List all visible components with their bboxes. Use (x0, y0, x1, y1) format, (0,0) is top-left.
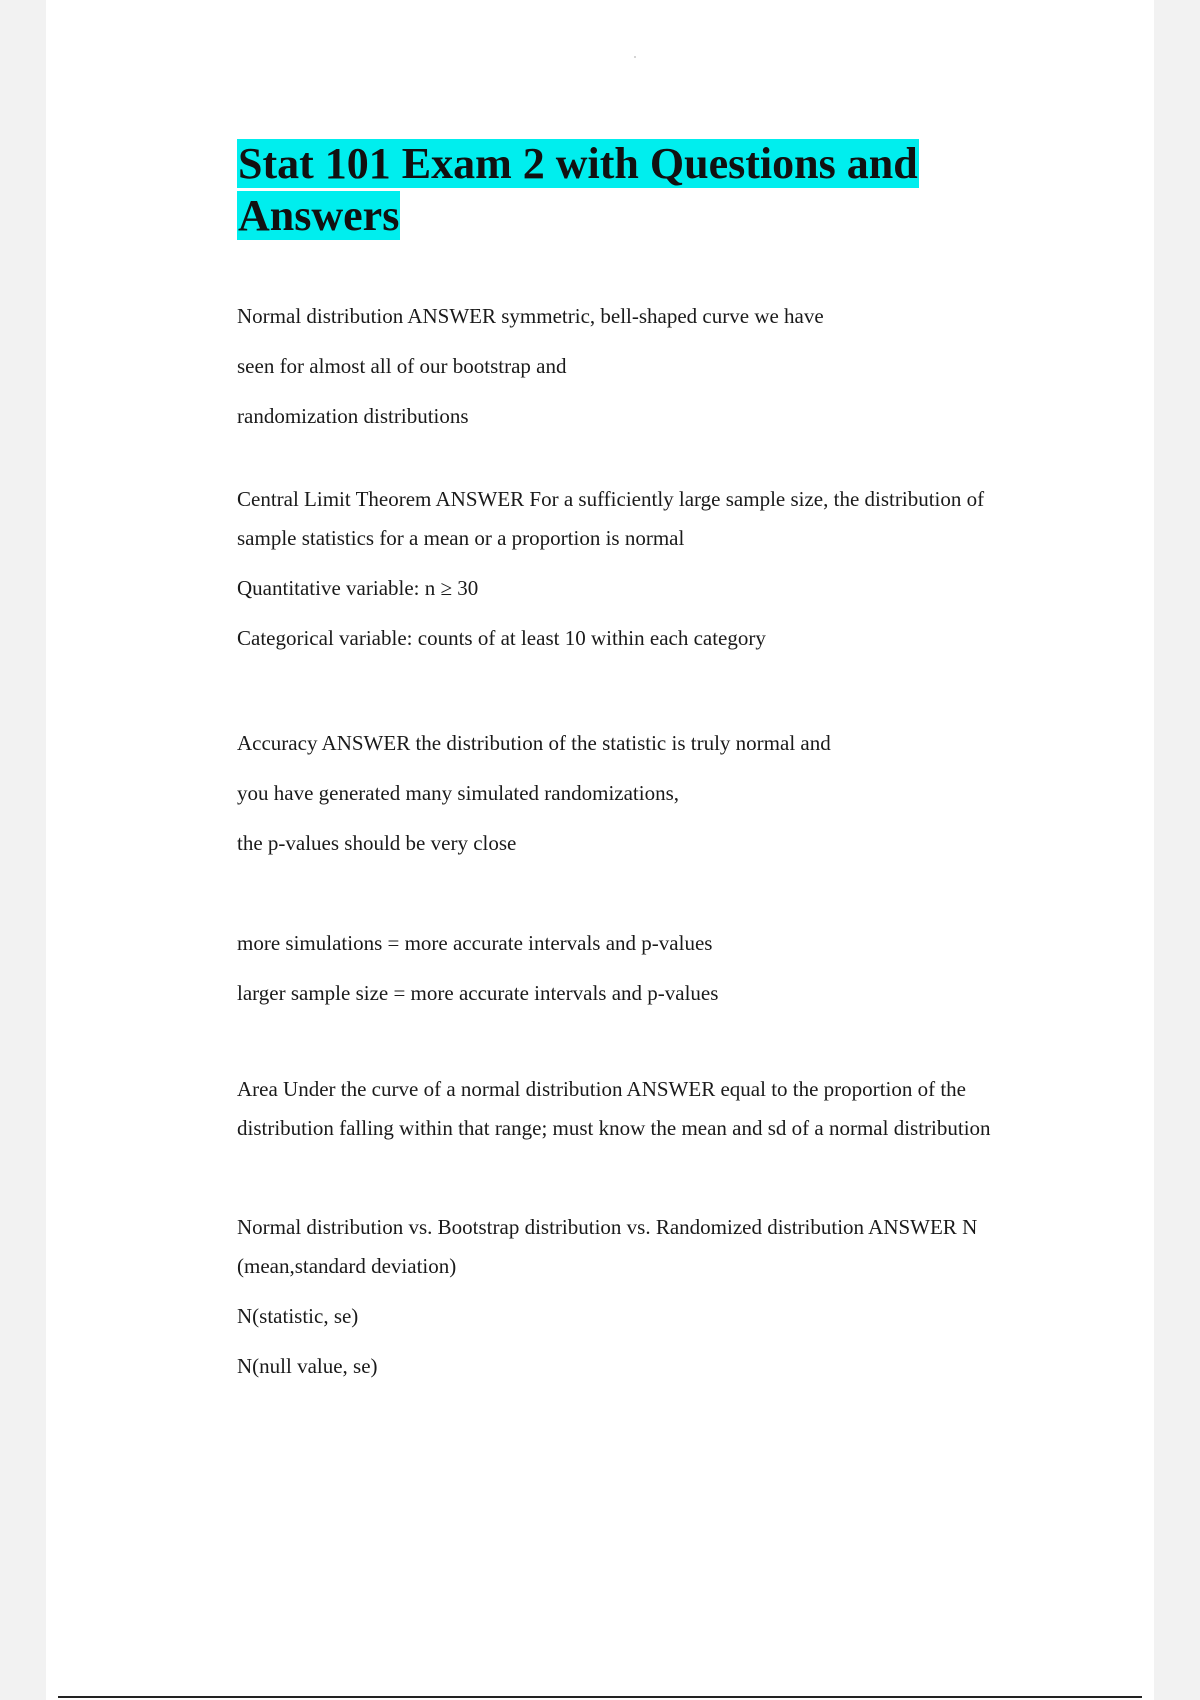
qa-line: the p-values should be very close (237, 831, 517, 855)
qa-section-area-under-curve (237, 1070, 1067, 1148)
qa-line: Normal distribution vs. Bootstrap distribution vs. Randomized distribution ANSWER N (237, 1215, 978, 1239)
document-title (237, 138, 1067, 242)
qa-line: distribution falling within that range; must know the mean and sd of a normal distribution (237, 1116, 991, 1140)
page-mark (634, 56, 636, 58)
qa-line: Area Under the curve of a normal distribution ANSWER equal to the proportion of the (237, 1077, 966, 1101)
qa-section-central-limit-theorem (237, 480, 1067, 658)
qa-line: N(statistic, se) (237, 1304, 359, 1328)
qa-line: larger sample size = more accurate intervals and p-values (237, 981, 719, 1005)
page-content (237, 138, 1067, 1386)
qa-section-normal-distribution (237, 291, 1067, 441)
qa-line: Accuracy ANSWER the distribution of the statistic is truly normal and (237, 731, 831, 755)
title-highlight: Stat 101 Exam 2 with Questions and Answers (238, 139, 918, 240)
qa-line: N(null value, se) (237, 1354, 378, 1378)
qa-section-simulations (237, 918, 1067, 1018)
qa-line: Central Limit Theorem ANSWER For a sufficiently large sample size, the distribution of (237, 487, 985, 511)
qa-line: Normal distribution ANSWER symmetric, bell-shaped curve we have (237, 304, 824, 328)
qa-line: randomization distributions (237, 404, 469, 428)
qa-line: Categorical variable: counts of at least 10 within each category (237, 626, 766, 650)
qa-section-distribution-comparison (237, 1208, 1067, 1386)
qa-line: (mean,standard deviation) (237, 1254, 457, 1278)
qa-section-accuracy (237, 718, 1067, 868)
qa-line: sample statistics for a mean or a proportion is normal (237, 526, 685, 550)
document-page (46, 0, 1154, 1700)
qa-line: Quantitative variable: n ≥ 30 (237, 576, 479, 600)
page-bottom-rule (58, 1696, 1142, 1698)
qa-line: you have generated many simulated randomizations, (237, 781, 680, 805)
qa-line: seen for almost all of our bootstrap and (237, 354, 567, 378)
qa-line: more simulations = more accurate intervals and p-values (237, 931, 713, 955)
